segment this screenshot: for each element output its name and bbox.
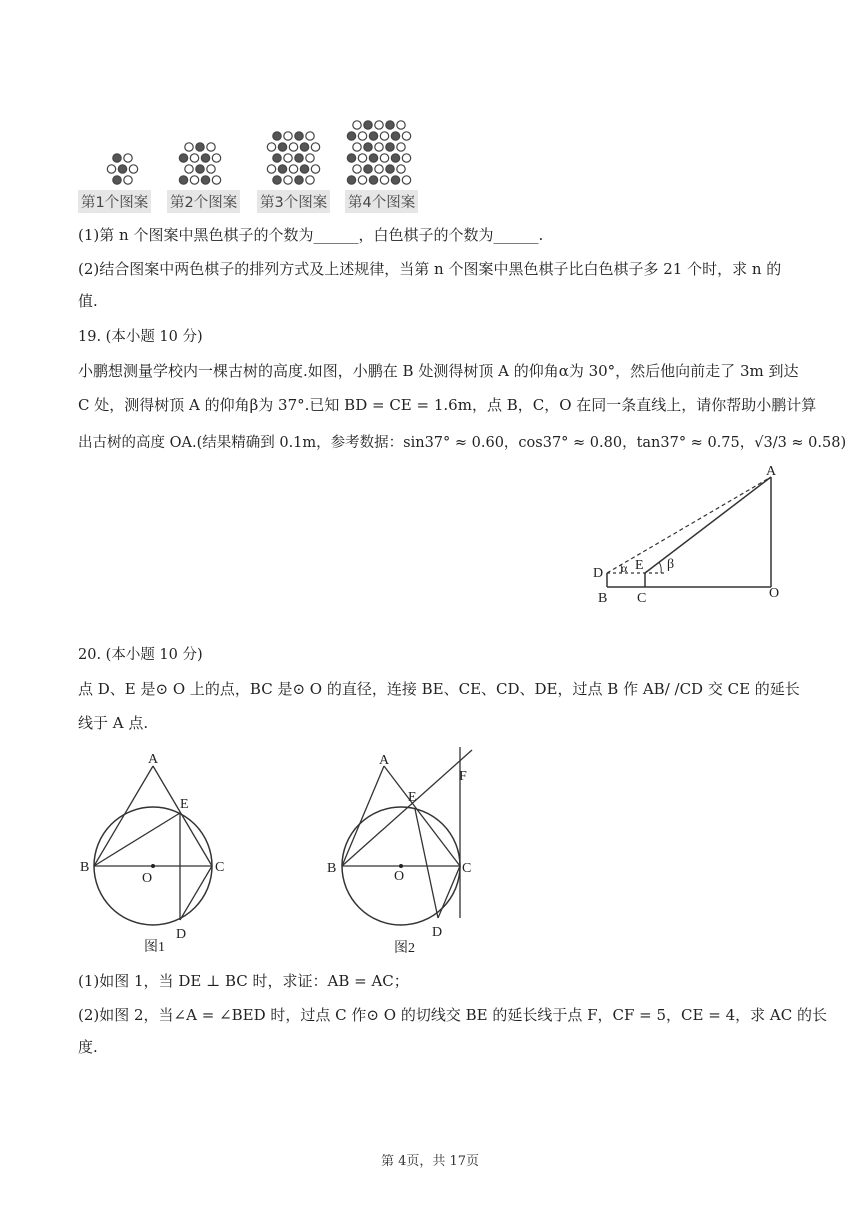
label-O: O (769, 586, 780, 601)
fig2-label-F: F (459, 769, 467, 784)
white-chess-piece (375, 121, 383, 129)
white-chess-piece (124, 176, 132, 184)
black-chess-piece (364, 165, 372, 173)
fig2-label-B: B (327, 861, 337, 876)
fig2-label-D: D (432, 925, 443, 940)
white-chess-piece (311, 143, 319, 151)
black-chess-piece (118, 165, 126, 173)
fig1-label-B: B (80, 860, 90, 875)
q20-part1: (1)如图 1，当 DE ⊥ BC 时，求证：AB = AC； (78, 972, 409, 990)
black-chess-piece (273, 132, 281, 140)
black-chess-piece (273, 176, 281, 184)
q19-tree-diagram (585, 460, 790, 610)
black-chess-piece (386, 121, 394, 129)
fig2-label-E: E (408, 790, 417, 805)
white-chess-piece (358, 176, 366, 184)
black-chess-piece (391, 132, 399, 140)
pattern-caption-3: 第3个图案 (257, 190, 330, 213)
black-chess-piece (386, 165, 394, 173)
white-chess-piece (306, 154, 314, 162)
fig2-label-A: A (379, 753, 390, 768)
fig2-label-O: O (394, 869, 405, 884)
white-chess-piece (353, 165, 361, 173)
pattern-caption-4: 第4个图案 (345, 190, 418, 213)
q18-part1: (1)第 n 个图案中黑色棋子的个数为______，白色棋子的个数为______. (78, 226, 544, 244)
black-chess-piece (295, 132, 303, 140)
white-chess-piece (212, 154, 220, 162)
black-chess-piece (179, 176, 187, 184)
black-chess-piece (278, 165, 286, 173)
black-chess-piece (295, 176, 303, 184)
black-chess-piece (179, 154, 187, 162)
white-chess-piece (284, 154, 292, 162)
black-chess-piece (369, 154, 377, 162)
pattern-2 (179, 143, 220, 184)
pattern-1 (107, 154, 137, 184)
black-chess-piece (391, 154, 399, 162)
q19-header: 19. (本小题 10 分) (78, 329, 203, 345)
pattern-4 (347, 121, 410, 184)
white-chess-piece (207, 143, 215, 151)
white-chess-piece (375, 165, 383, 173)
q19-text-line1: 小鹏想测量学校内一棵古树的高度.如图，小鹏在 B 处测得树顶 A 的仰角α为 30°，然后他向前走了 3m 到达 (78, 362, 799, 380)
white-chess-piece (358, 154, 366, 162)
fig1-label-E: E (180, 797, 189, 812)
white-chess-piece (107, 165, 115, 173)
q20-figure-1 (76, 750, 236, 960)
white-chess-piece (380, 132, 388, 140)
white-chess-piece (397, 165, 405, 173)
black-chess-piece (386, 143, 394, 151)
fig2-caption: 图2 (394, 941, 415, 956)
black-chess-piece (196, 165, 204, 173)
fig1-caption: 图1 (144, 940, 165, 955)
q20-part2-line2: 度. (78, 1038, 98, 1056)
q18-part2-line1: (2)结合图案中两色棋子的排列方式及上述规律，当第 n 个图案中黑色棋子比白色棋子多 21 个时，求 n 的 (78, 260, 782, 278)
black-chess-piece (369, 176, 377, 184)
white-chess-piece (267, 165, 275, 173)
white-chess-piece (397, 121, 405, 129)
white-chess-piece (402, 132, 410, 140)
label-E: E (635, 558, 644, 573)
white-chess-piece (289, 165, 297, 173)
black-chess-piece (347, 132, 355, 140)
black-chess-piece (364, 143, 372, 151)
black-chess-piece (273, 154, 281, 162)
pattern-caption-1: 第1个图案 (78, 190, 151, 213)
white-chess-piece (306, 176, 314, 184)
q20-part2-line1: (2)如图 2，当∠A = ∠BED 时，过点 C 作⊙ O 的切线交 BE 的延长线于点 F，CF = 5，CE = 4，求 AC 的长 (78, 1006, 827, 1024)
black-chess-piece (369, 132, 377, 140)
white-chess-piece (306, 132, 314, 140)
fig1-label-A: A (148, 752, 159, 767)
q20-figure-2 (322, 742, 482, 962)
pattern-3 (267, 132, 319, 184)
black-chess-piece (347, 154, 355, 162)
white-chess-piece (311, 165, 319, 173)
white-chess-piece (375, 143, 383, 151)
label-alpha: α (621, 561, 628, 575)
white-chess-piece (353, 143, 361, 151)
fig1-label-O: O (142, 871, 153, 886)
white-chess-piece (129, 165, 137, 173)
white-chess-piece (207, 165, 215, 173)
white-chess-piece (397, 143, 405, 151)
black-chess-piece (278, 143, 286, 151)
black-chess-piece (300, 165, 308, 173)
fig2-label-C: C (462, 861, 472, 876)
black-chess-piece (196, 143, 204, 151)
q19-text-line3: 出古树的高度 OA.(结果精确到 0.1m，参考数据：sin37° ≈ 0.60，cos37° ≈ 0.80，tan37° ≈ 0.75，√3/3 ≈ 0.58) (78, 435, 847, 451)
black-chess-piece (391, 176, 399, 184)
white-chess-piece (190, 176, 198, 184)
black-chess-piece (300, 143, 308, 151)
pattern-caption-2: 第2个图案 (167, 190, 240, 213)
label-C: C (637, 591, 647, 606)
page-footer: 第 4页，共 17页 (380, 1154, 480, 1169)
q19-text-line2: C 处，测得树顶 A 的仰角β为 37°.已知 BD = CE = 1.6m，点 B，C，O 在同一条直线上，请你帮助小鹏计算 (78, 396, 817, 414)
q20-text-line2: 线于 A 点. (78, 714, 149, 732)
black-chess-piece (201, 154, 209, 162)
white-chess-piece (380, 154, 388, 162)
q18-part2-line2: 值. (78, 292, 98, 310)
white-chess-piece (190, 154, 198, 162)
white-chess-piece (185, 165, 193, 173)
white-chess-piece (402, 176, 410, 184)
white-chess-piece (289, 143, 297, 151)
black-chess-piece (295, 154, 303, 162)
black-chess-piece (201, 176, 209, 184)
white-chess-piece (380, 176, 388, 184)
label-D: D (593, 566, 604, 581)
white-chess-piece (284, 132, 292, 140)
label-A: A (766, 464, 777, 479)
fig1-label-C: C (215, 860, 225, 875)
white-chess-piece (402, 154, 410, 162)
white-chess-piece (185, 143, 193, 151)
black-chess-piece (113, 154, 121, 162)
white-chess-piece (124, 154, 132, 162)
q20-header: 20. (本小题 10 分) (78, 647, 203, 663)
white-chess-piece (267, 143, 275, 151)
black-chess-piece (364, 121, 372, 129)
label-beta: β (667, 557, 675, 572)
black-chess-piece (113, 176, 121, 184)
white-chess-piece (212, 176, 220, 184)
q20-text-line1: 点 D、E 是⊙ O 上的点，BC 是⊙ O 的直径，连接 BE、CE、CD、DE，过点 B 作 AB/ /CD 交 CE 的延长 (78, 680, 800, 698)
white-chess-piece (353, 121, 361, 129)
black-chess-piece (347, 176, 355, 184)
white-chess-piece (358, 132, 366, 140)
fig1-label-D: D (176, 927, 187, 942)
white-chess-piece (284, 176, 292, 184)
label-B: B (598, 591, 608, 606)
